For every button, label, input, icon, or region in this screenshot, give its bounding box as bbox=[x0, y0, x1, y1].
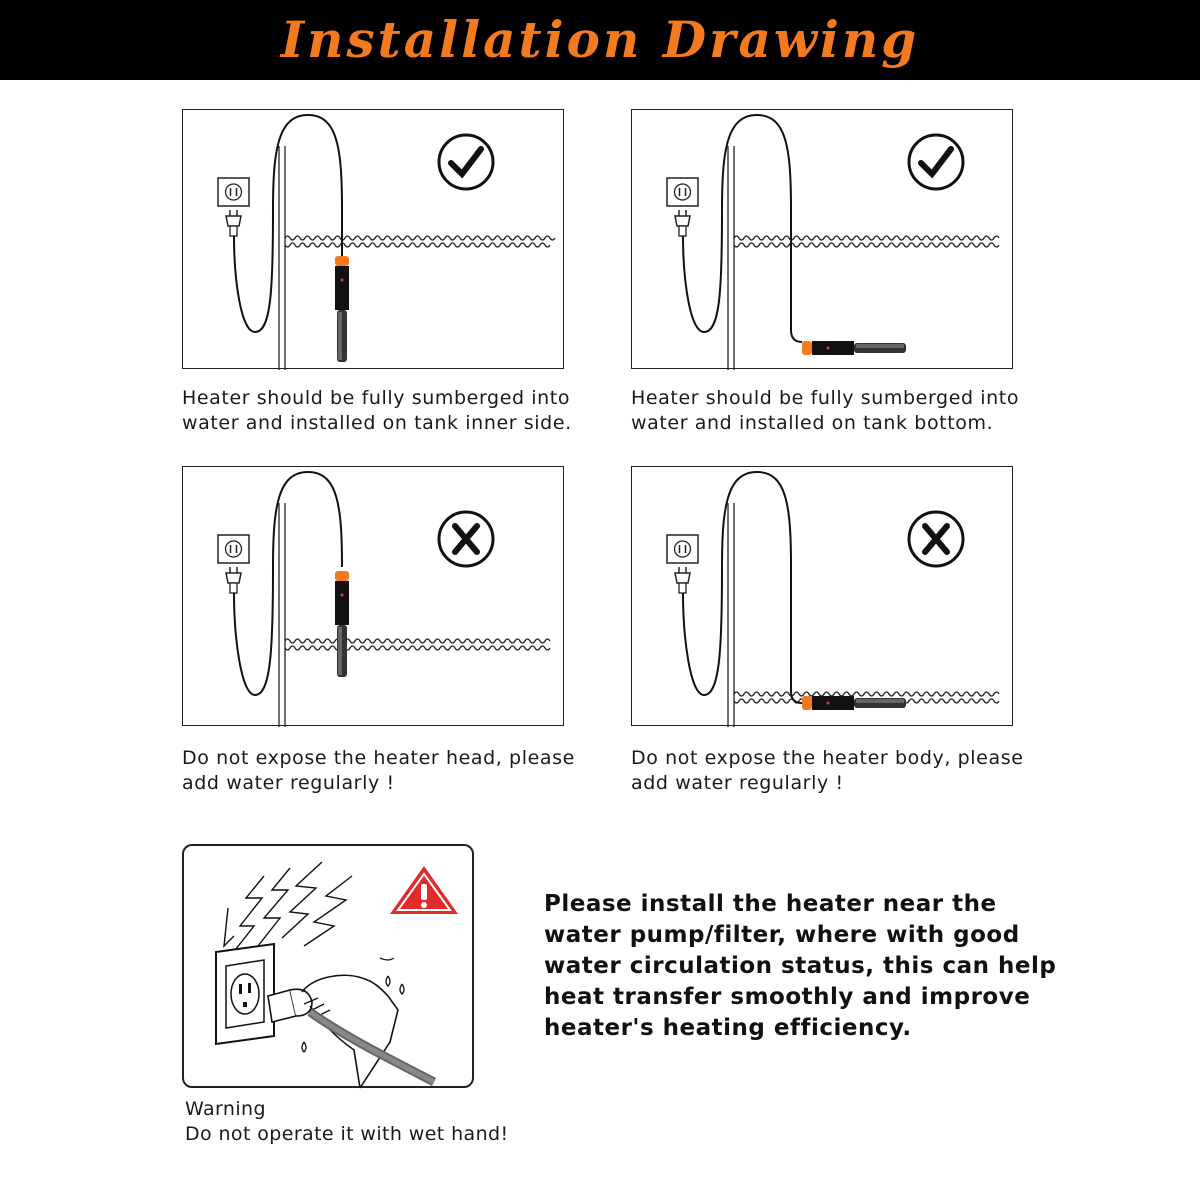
power-plug-icon bbox=[675, 567, 690, 593]
wall-outlet-icon bbox=[667, 178, 698, 206]
power-plug-icon bbox=[675, 210, 690, 236]
warning-illustration bbox=[182, 844, 474, 1088]
wall-outlet-icon bbox=[218, 178, 249, 206]
warning-text: Do not operate it with wet hand! bbox=[185, 1123, 509, 1145]
plug-in-hand-icon bbox=[268, 975, 434, 1088]
warning-label: Warning bbox=[185, 1098, 266, 1120]
panel-caption: Heater should be fully sumberged into water and installed on tank bottom. bbox=[631, 387, 1020, 434]
power-plug-icon bbox=[226, 567, 241, 593]
check-mark-icon bbox=[439, 135, 493, 189]
diagram-panel-head-exposed bbox=[182, 466, 564, 726]
panel-caption: Do not expose the heater head, please add water regularly ! bbox=[182, 747, 575, 794]
check-mark-icon bbox=[909, 135, 963, 189]
power-plug-icon bbox=[226, 210, 241, 236]
installation-tip: Please install the heater near the water pump/filter, where with good water circulation status, this can help heat transfer smoothly and improve heater's heating efficiency. bbox=[544, 891, 1057, 1041]
wall-outlet-icon bbox=[667, 535, 698, 563]
heater-device-icon bbox=[802, 696, 906, 710]
warning-triangle-icon bbox=[390, 866, 458, 914]
wall-outlet-icon bbox=[216, 944, 274, 1044]
diagram-panel-inner-side bbox=[182, 109, 564, 369]
diagram-panel-body-exposed bbox=[631, 466, 1013, 726]
heater-device-icon bbox=[335, 571, 349, 677]
cross-mark-icon bbox=[909, 512, 963, 566]
heater-device-icon bbox=[802, 341, 906, 355]
lightning-icon bbox=[224, 862, 352, 954]
diagram-panel-bottom bbox=[631, 109, 1013, 369]
page-title: Installation Drawing bbox=[280, 10, 920, 69]
warning-caption bbox=[185, 1097, 585, 1147]
panel-caption: Heater should be fully sumberged into water and installed on tank inner side. bbox=[182, 387, 572, 434]
panel-caption: Do not expose the heater body, please add water regularly ! bbox=[631, 747, 1024, 794]
heater-device-icon bbox=[335, 256, 349, 362]
wall-outlet-icon bbox=[218, 535, 249, 563]
cross-mark-icon bbox=[439, 512, 493, 566]
